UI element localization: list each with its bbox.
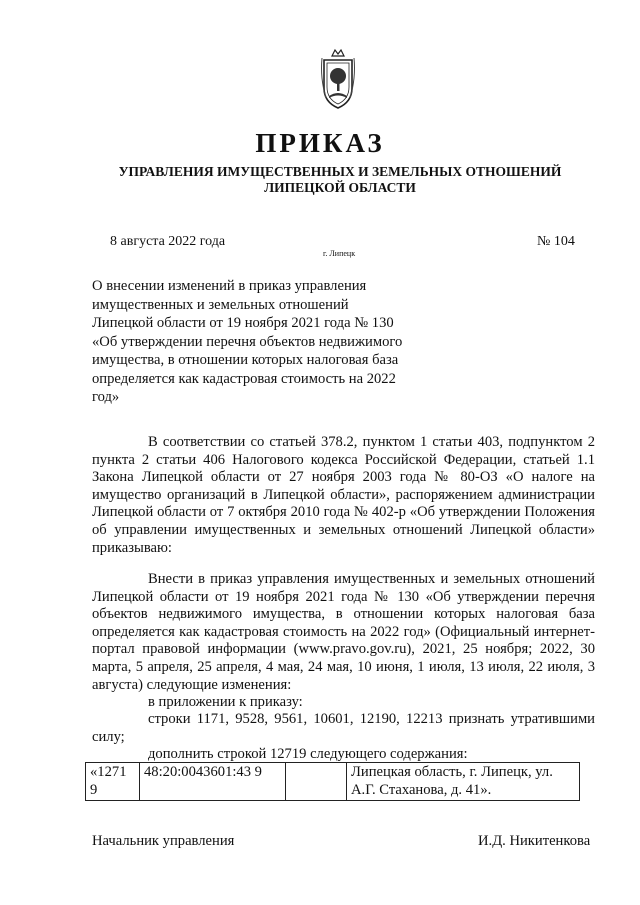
organization-line-2: ЛИПЕЦКОЙ ОБЛАСТИ (264, 180, 416, 195)
added-row-table (85, 762, 580, 801)
signatory-position: Начальник управления (92, 833, 235, 849)
row-number-cell: «1271 9 (86, 763, 140, 801)
document-number: № 104 (537, 234, 575, 249)
body-paragraph-5: дополнить строкой 12719 следующего содержания: (148, 746, 468, 762)
cadastral-number-cell: 48:20:0043601:43 9 (140, 763, 286, 801)
document-city: г. Липецк (323, 249, 356, 258)
body-paragraph-4: строки 1171, 9528, 9561, 10601, 12190, 12213 признать утратившими силу; (92, 711, 595, 745)
body-paragraph-3: в приложении к приказу: (148, 694, 303, 710)
signatory-name: И.Д. Никитенкова (478, 833, 591, 849)
address-cell: Липецкая область, г. Липецк, ул. А.Г. Стаханова, д. 41». (347, 763, 580, 801)
empty-cell (286, 763, 347, 801)
coat-of-arms-emblem (318, 48, 358, 110)
document-title: ПРИКАЗ (255, 128, 385, 158)
body-paragraph-2: Внести в приказ управления имущественных и земельных отношений Липецкой области от 19 ноября 2021 года № 130 «Об утверждении перечня объектов недвижимого имущества, в отношении которых налоговая база определяется как кадастровая стоимость на 2022 год» (Официальный интернет-портал правовой информации (www.pravo.gov.ru), 2021, 25 ноября; 2022, 30 марта, 5 апреля, 25 апреля, 4 мая, 24 мая, 10 июня, 1 июля, 13 июля, 22 июля, 3 августа) следующие изменения: (92, 571, 595, 693)
body-paragraph-1: В соответствии со статьей 378.2, пунктом 1 статьи 403, подпунктом 2 пункта 2 статьи 406 Налогового кодекса Российской Федерации, статьей 1.1 Закона Липецкой области от 27 ноября 2003 года № 80-ОЗ «О налоге на имущество организаций в Липецкой области», распоряжением администрации Липецкой области от 7 октября 2010 года № 402-р «Об утверждении Положения об управлении имущественных и земельных отношений Липецкой области» приказываю: (92, 434, 595, 556)
document-date: 8 августа 2022 года (110, 234, 226, 249)
table-row (86, 763, 580, 801)
organization-line-1: УПРАВЛЕНИЯ ИМУЩЕСТВЕННЫХ И ЗЕМЕЛЬНЫХ ОТНОШЕНИЙ (118, 164, 562, 179)
document-subject: О внесении изменений в приказ управления имущественных и земельных отношений Липецкой области от 19 ноября 2021 года № 130 «Об утверждении перечня объектов недвижимого имущества, в отношении которых налоговая база определяется как кадастровая стоимость на 2022 год» (92, 278, 403, 405)
